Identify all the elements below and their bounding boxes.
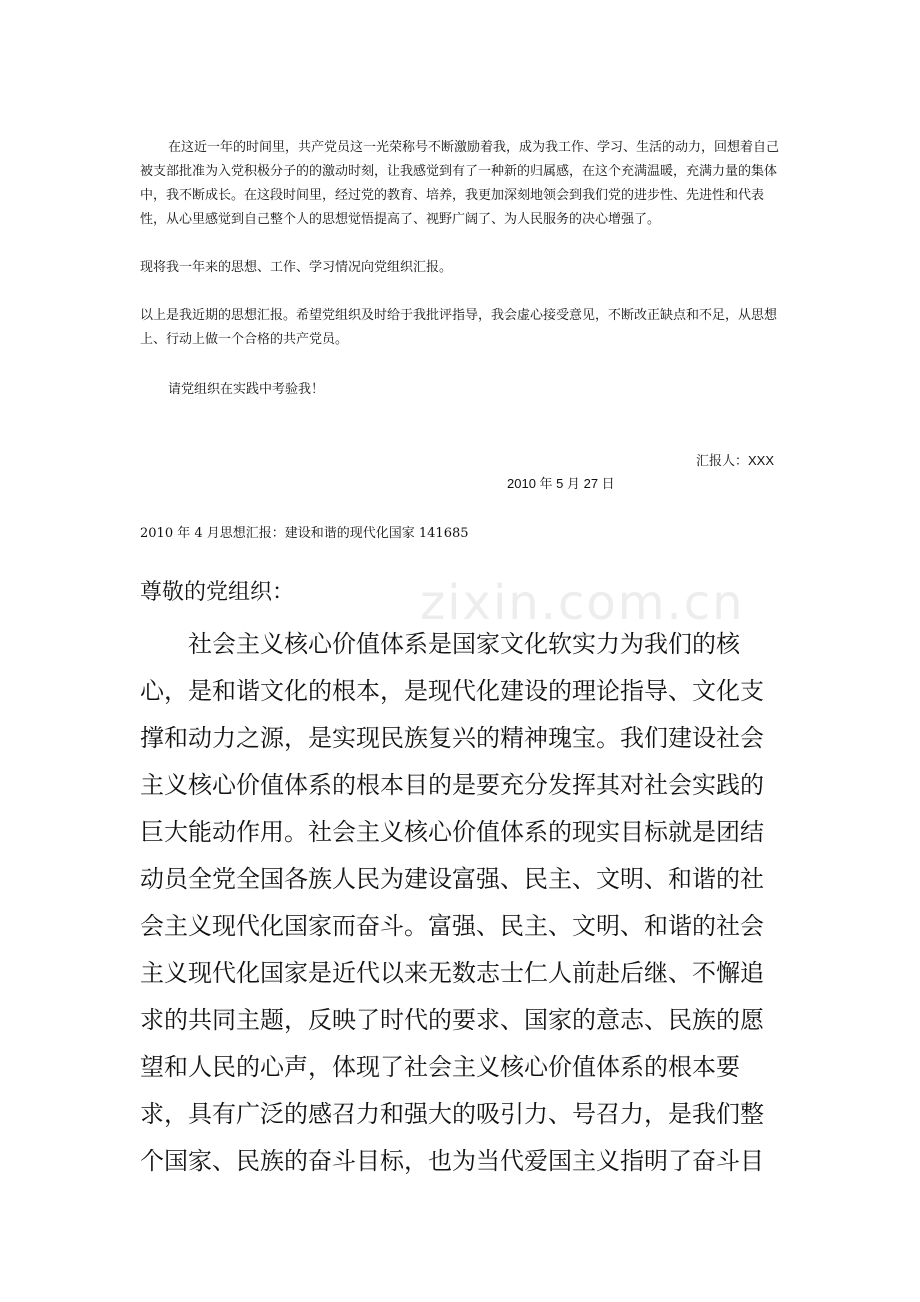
reporter-signature: 汇报人：XXX — [696, 453, 775, 468]
watermark: zixin.com.cn — [420, 575, 745, 631]
report-paragraph-3: 以上是我近期的思想汇报。希望党组织及时给于我批评指导，我会虚心接受意见，不断改正缺点和不足，从思想上、行动上做一个合格的共产党员。 — [140, 308, 778, 347]
report-paragraph-1: 在这近一年的时间里，共产党员这一光荣称号不断激励着我，成为我工作、学习、生活的动力，回想着自己被支部批准为入党积极分子的的激动时刻，让我感觉到有了一种新的归属感，在这个充满温暖，充满力量的集体中，我不断成长。在这段时间里，经过党的教育、培养，我更加深刻地领会到我们党的进步性、先进性和代表性，从心里感觉到自己整个人的思想觉悟提高了、视野广阔了、为人民服务的决心增强了。 — [140, 140, 780, 227]
next-report-heading: 2010 年 4 月思想汇报：建设和谐的现代化国家 141685 — [140, 526, 469, 541]
report-paragraph-2: 现将我一年来的思想、工作、学习情况向党组织汇报。 — [140, 260, 453, 275]
salutation: 尊敬的党组织： — [140, 580, 295, 605]
body-paragraph: 社会主义核心价值体系是国家文化软实力为我们的核心，是和谐文化的根本，是现代化建设的理论指导、文化支撑和动力之源，是实现民族复兴的精神瑰宝。我们建设社会主义核心价值体系的根本目的是要充分发挥其对社会实践的巨大能动作用。社会主义核心价值体系的现实目标就是团结动员全党全国各族人民为建设富强、民主、文明、和谐的社会主义现代化国家而奋斗。富强、民主、文明、和谐的社会主义现代化国家是近代以来无数志士仁人前赴后继、不懈追求的共同主题，反映了时代的要求、国家的意志、民族的愿望和人民的心声，体现了社会主义核心价值体系的根本要求，具有广泛的感召力和强大的吸引力、号召力，是我们整个国家、民族的奋斗目标，也为当代爱国主义指明了奋斗目 — [140, 630, 764, 1175]
report-date: 2010 年 5 月 27 日 — [507, 476, 615, 491]
report-paragraph-4: 请党组织在实践中考验我！ — [168, 382, 325, 397]
